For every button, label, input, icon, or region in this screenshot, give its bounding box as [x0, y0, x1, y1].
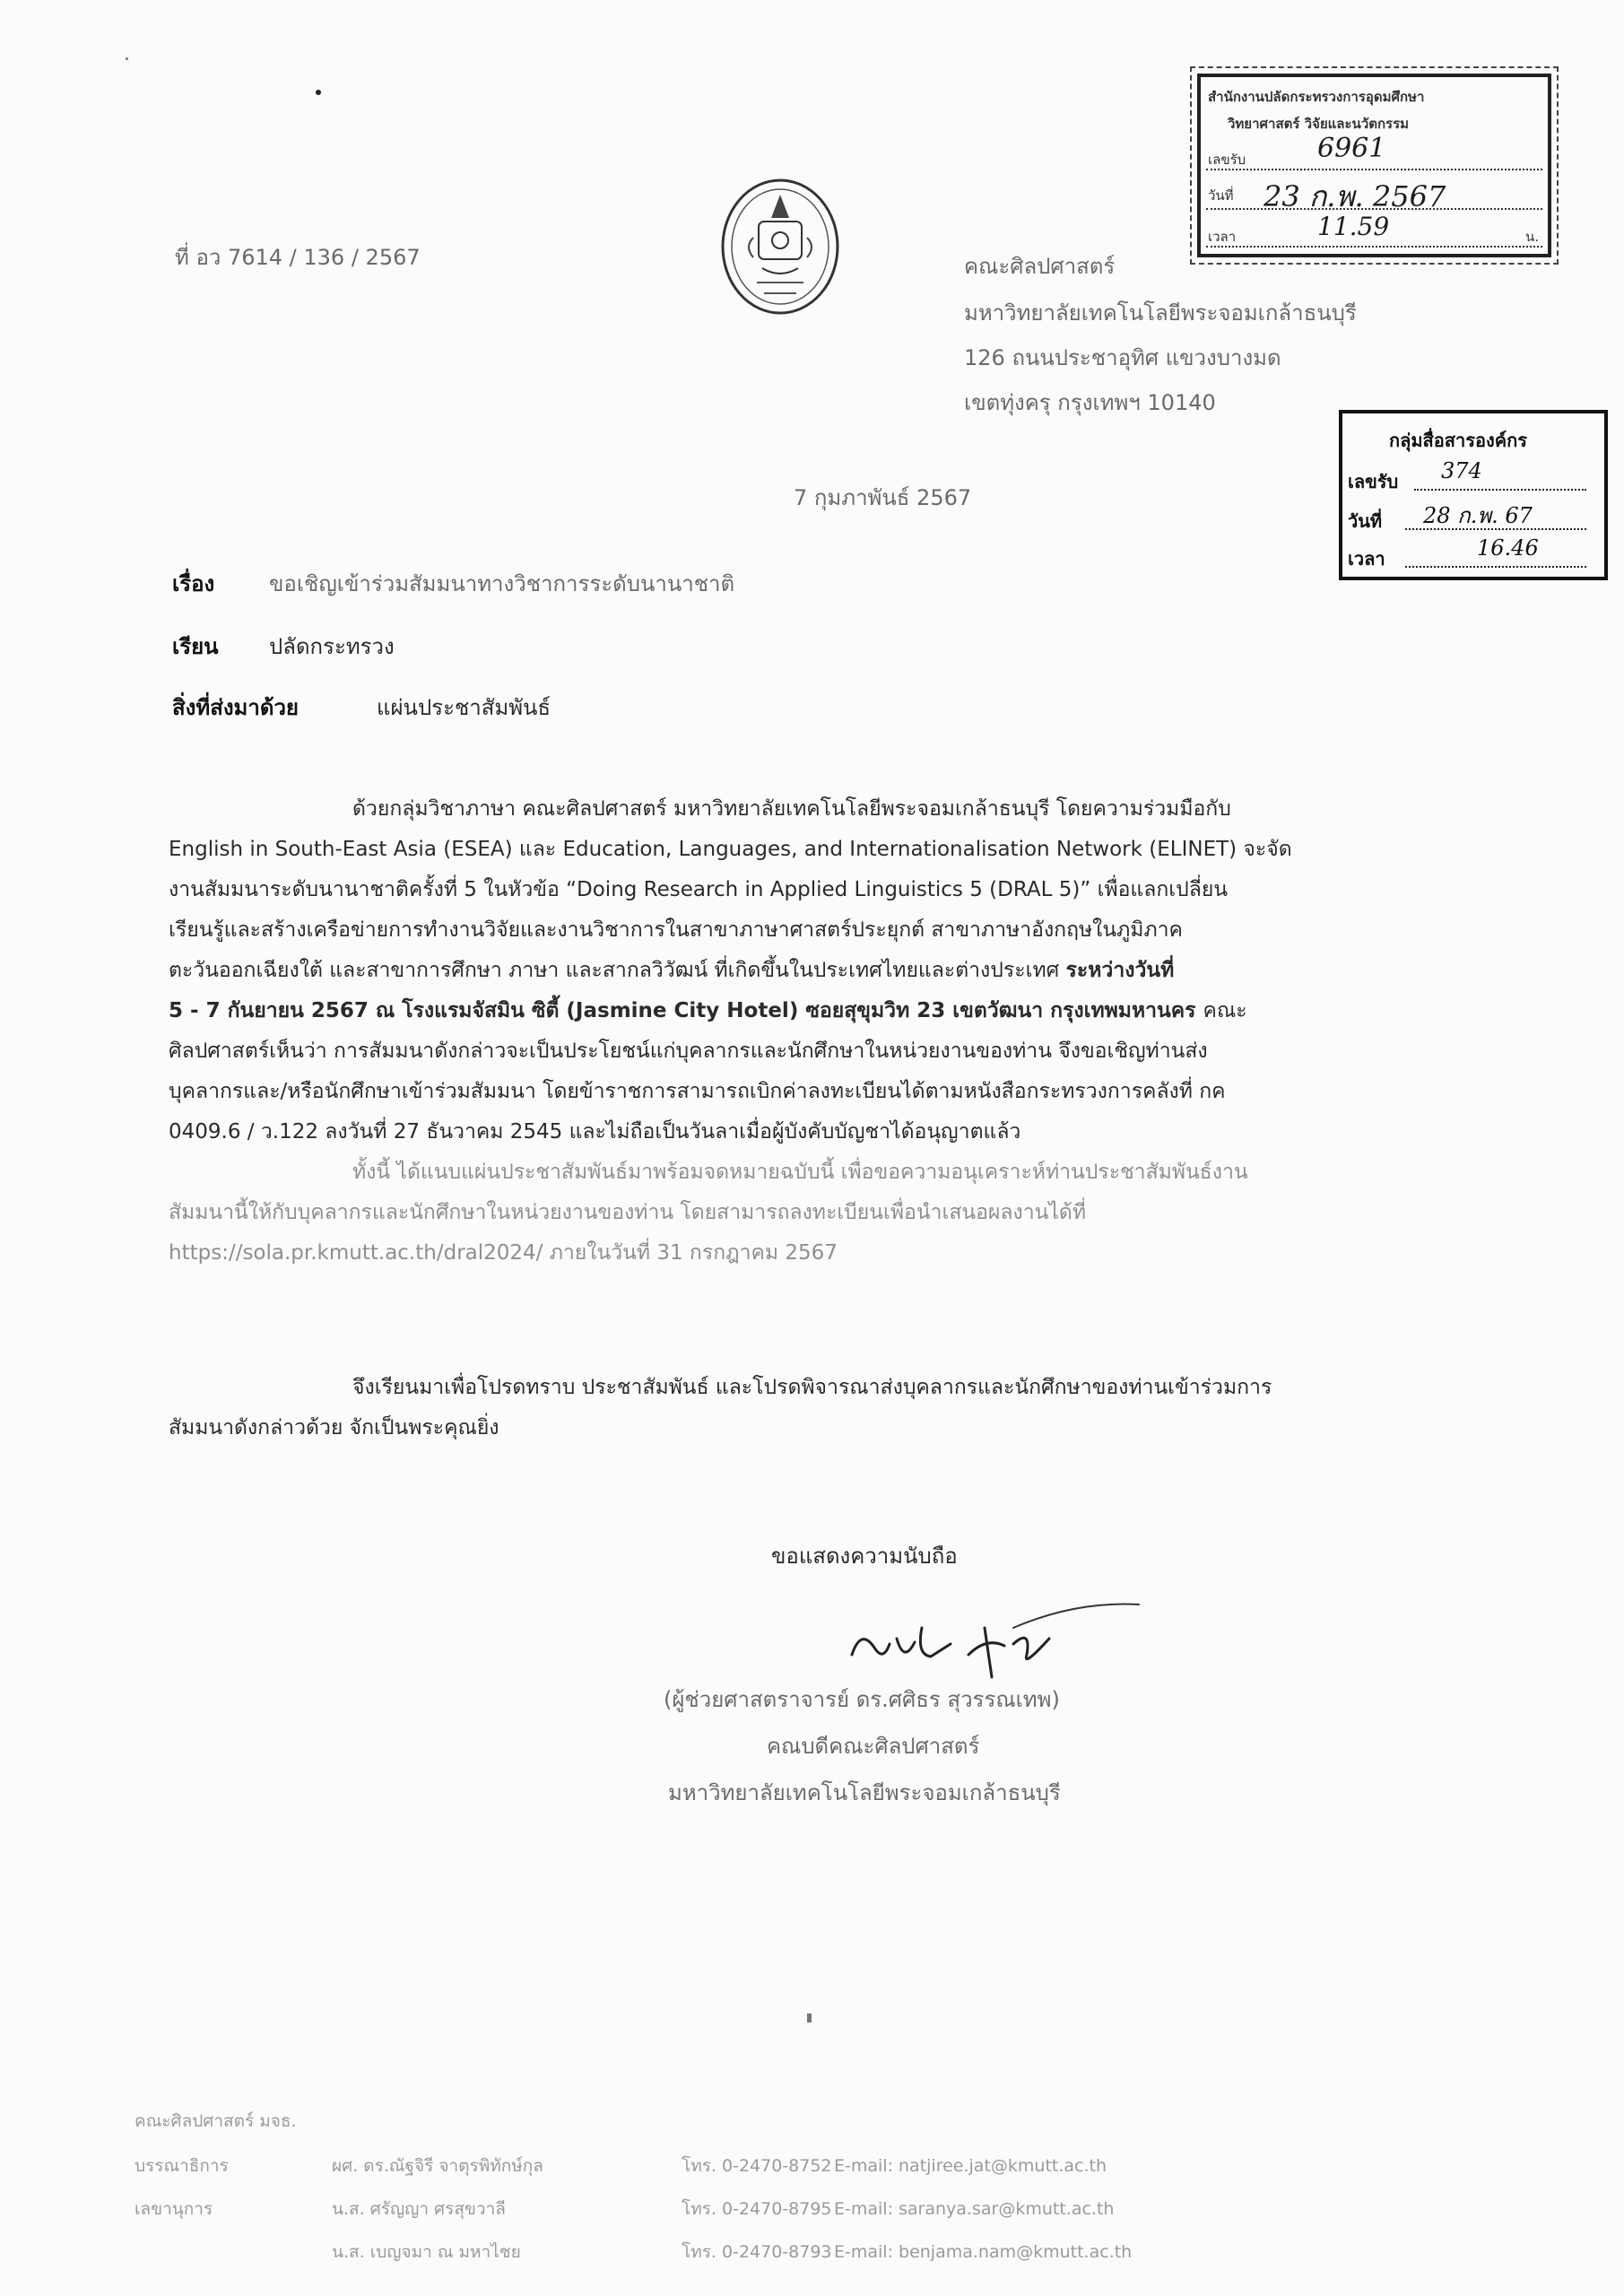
paragraph-line: สัมมนาดังกล่าวด้วย จักเป็นพระคุณยิ่ง [169, 1416, 499, 1439]
paragraph-line: 0409.6 / ว.122 ลงวันที่ 27 ธันวาคม 2545 และไม่ถือเป็นวันลาเมื่อผู้บังคับบัญชาได้อนุญาตแล้ว [169, 1120, 1021, 1144]
footer-name: น.ส. เบญจมา ณ มหาไชย [332, 2242, 521, 2262]
paragraph-line: บุคลากรและ/หรือนักศึกษาเข้าร่วมสัมมนา โดยข้าราชการสามารถเบิกค่าลงทะเบียนได้ตามหนังสือกระทรวงการคลังที่ กค [169, 1080, 1226, 1103]
stamp-title: กลุ่มสื่อสารองค์กร [1389, 430, 1527, 451]
contact-footer [135, 2108, 1462, 2269]
stamp-time-value: 11.59 [1317, 212, 1390, 241]
enclosure-label: สิ่งที่ส่งมาด้วย [172, 695, 299, 720]
stamp-recv-value: 6961 [1317, 133, 1386, 164]
document-date: 7 กุมภาพันธ์ 2567 [794, 485, 972, 510]
stamp-date-label: วันที่ [1348, 510, 1383, 532]
scan-speck [316, 90, 321, 95]
ministry-receipt-stamp [1197, 74, 1551, 257]
footer-tel: โทร. 0-2470-8795 [682, 2199, 832, 2219]
body-paragraph-1 [169, 789, 1424, 1152]
signer-name: (ผู้ช่วยศาสตราจารย์ ดร.ศศิธร สุวรรณเทพ) [664, 1687, 1060, 1712]
paragraph-line [169, 991, 1424, 1031]
paragraph-line-text: 5 - 7 กันยายน 2567 ณ โรงแรมจัสมิน ซิตี้ (Jasmine City Hotel) ซอยสุขุมวิท 23 เขตวัฒนา กรุงเทพมหานคร [169, 999, 1196, 1022]
footer-department: คณะศิลปศาสตร์ มจธ. [135, 2111, 297, 2131]
stamp-time-suffix: น. [1524, 229, 1539, 245]
subject-label: เรื่อง [172, 571, 215, 596]
scan-speck [807, 2013, 812, 2022]
paragraph-line: สัมมนานี้ให้กับบุคลากรและนักศึกษาในหน่วยงานของท่าน โดยสามารถลงทะเบียนเพื่อนำเสนอผลงานได้ที่ [169, 1201, 1086, 1224]
paragraph-line: ด้วยกลุ่มวิชาภาษา คณะศิลปศาสตร์ มหาวิทยาลัยเทคโนโลยีพระจอมเกล้าธนบุรี โดยความร่วมมือกับ [352, 797, 1231, 821]
stamp-recv-label: เลขรับ [1348, 471, 1399, 492]
footer-role: เลขานุการ [135, 2199, 213, 2219]
to-label: เรียน [172, 634, 219, 659]
stamp-header: สำนักงานปลัดกระทรวงการอุดมศึกษา [1208, 89, 1425, 105]
closing-phrase: ขอแสดงความนับถือ [771, 1544, 958, 1569]
paragraph-line: งานสัมมนาระดับนานาชาติครั้งที่ 5 ในหัวข้อ “Doing Research in Applied Linguistics 5 (DRAL 5)” เพื่อแลกเปลี่ยน [169, 878, 1229, 901]
to-text: ปลัดกระทรวง [269, 634, 395, 659]
paragraph-line: ศิลปศาสตร์เห็นว่า การสัมมนาดังกล่าวจะเป็นประโยชน์แก่บุคลากรและนักศึกษาในหน่วยงานของท่าน จึงขอเชิญท่านส่ง [169, 1039, 1208, 1063]
body-paragraph-2 [169, 1152, 1424, 1274]
sender-street: 126 ถนนประชาอุทิศ แขวงบางมด [964, 345, 1281, 370]
paragraph-line [169, 951, 1424, 991]
date-range-label: ระหว่างวันที่ [1065, 959, 1175, 982]
document-number: ที่ อว 7614 / 136 / 2567 [175, 245, 421, 270]
handwritten-signature [834, 1592, 1157, 1691]
stamp-date-label: วันที่ [1208, 187, 1234, 204]
paragraph-line: ทั้งนี้ ได้แนบแผ่นประชาสัมพันธ์มาพร้อมจดหมายฉบับนี้ เพื่อขอความอนุเคราะห์ท่านประชาสัมพันธ์งาน [352, 1161, 1248, 1184]
paragraph-line: English in South-East Asia (ESEA) และ Education, Languages, and Internationalisation Network (ELINET) จะจัด [169, 838, 1292, 861]
footer-email: E-mail: benjama.nam@kmutt.ac.th [834, 2242, 1133, 2262]
signer-title: คณบดีคณะศิลปศาสตร์ [767, 1734, 980, 1759]
sender-district: เขตทุ่งครุ กรุงเทพฯ 10140 [964, 390, 1216, 415]
corporate-communication-stamp [1339, 410, 1608, 580]
body-paragraph-3 [169, 1368, 1424, 1448]
paragraph-line: จึงเรียนมาเพื่อโปรดทราบ ประชาสัมพันธ์ และโปรดพิจารณาส่งบุคลากรและนักศึกษาของท่านเข้าร่วมการ [352, 1376, 1272, 1399]
paragraph-line-text: ตะวันออกเฉียงใต้ และสาขาการศึกษา ภาษา และสากลวิวัฒน์ ที่เกิดขึ้นในประเทศไทยและต่างประเทศ [169, 959, 1060, 982]
paragraph-line-tail: คณะ [1203, 999, 1247, 1022]
enclosure-text: แผ่นประชาสัมพันธ์ [377, 695, 551, 720]
paragraph-line: https://sola.pr.kmutt.ac.th/dral2024/ ภายในวันที่ 31 กรกฎาคม 2567 [169, 1241, 838, 1265]
stamp-recv-label: เลขรับ [1208, 152, 1246, 168]
sender-faculty: คณะศิลปศาสตร์ [964, 254, 1116, 279]
stamp-header: วิทยาศาสตร์ วิจัยและนวัตกรรม [1228, 116, 1410, 132]
sender-university: มหาวิทยาลัยเทคโนโลยีพระจอมเกล้าธนบุรี [964, 300, 1357, 326]
stamp-date-value: 23 ก.พ. 2567 [1264, 179, 1446, 213]
signer-organization: มหาวิทยาลัยเทคโนโลยีพระจอมเกล้าธนบุรี [668, 1780, 1061, 1805]
footer-name: น.ส. ศรัญญา ศรสุขวาลี [332, 2199, 506, 2219]
stamp-time-label: เวลา [1208, 229, 1237, 245]
stamp-recv-value: 374 [1441, 458, 1482, 483]
footer-tel: โทร. 0-2470-8793 [682, 2242, 832, 2262]
stamp-time-value: 16.46 [1477, 535, 1539, 561]
scan-speck [126, 57, 128, 60]
footer-role: บรรณาธิการ [135, 2156, 229, 2176]
paragraph-line: เรียนรู้และสร้างเครือข่ายการทำงานวิจัยและงานวิชาการในสาขาภาษาศาสตร์ประยุกต์ สาขาภาษาอังกฤษในภูมิภาค [169, 918, 1183, 942]
stamp-time-label: เวลา [1348, 548, 1385, 570]
footer-email: E-mail: saranya.sar@kmutt.ac.th [834, 2199, 1115, 2219]
footer-tel: โทร. 0-2470-8752 [682, 2156, 832, 2176]
footer-email: E-mail: natjiree.jat@kmutt.ac.th [834, 2156, 1107, 2176]
stamp-date-value: 28 ก.พ. 67 [1423, 503, 1533, 528]
footer-name: ผศ. ดร.ณัฐจิรี จาตุรพิทักษ์กุล [332, 2156, 543, 2176]
university-seal [717, 175, 843, 318]
subject-text: ขอเชิญเข้าร่วมสัมมนาทางวิชาการระดับนานาชาติ [269, 571, 735, 596]
